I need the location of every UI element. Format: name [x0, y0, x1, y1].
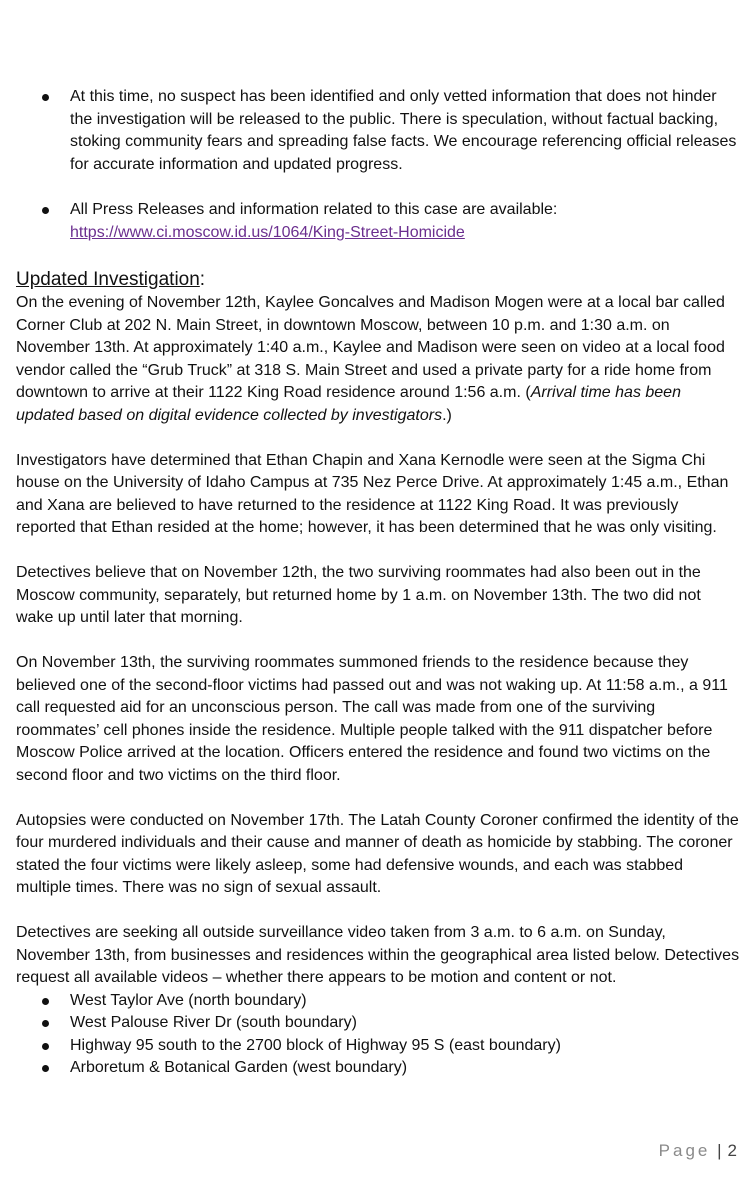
- paragraph: [16, 450, 742, 540]
- list-item: [16, 1012, 742, 1035]
- press-releases-link[interactable]: https://www.ci.moscow.id.us/1064/King-Street-Homicide: [70, 223, 465, 241]
- boundary-text: Arboretum & Botanical Garden (west boundary): [70, 1059, 408, 1076]
- paragraph: [16, 810, 742, 900]
- page-number: 2: [727, 1141, 737, 1160]
- section-heading: [16, 268, 742, 292]
- paragraph: [16, 292, 742, 427]
- boundary-text: West Taylor Ave (north boundary): [70, 991, 307, 1009]
- section-title: Updated Investigation: [16, 269, 200, 290]
- paragraph-text: On the evening of November 12th, Kaylee Goncalves and Madison Mogen were at a local bar called Corner Club at 202 N. Main Street, in downtown Moscow, between 10 p.m. and 1:30 a.m. on November 13th. At approximately 1:40 a.m., Kaylee and Madison were seen on video at a local food vendor called the “Grub Truck” at 318 S. Main Street and used a private party for a ride home from downtown to arrive at their 1122 King Road residence around 1:56 a.m.: [16, 294, 725, 401]
- bullet-text: At this time, no suspect has been identified and only vetted information that does not hinder the investigation will be released to the public. There is speculation, without factual backing, stoking community fears and spreading false facts. We encourage referencing official releases for accurate information and updated progress.: [70, 88, 737, 173]
- list-item: [16, 1035, 742, 1058]
- page-label: Page: [658, 1141, 711, 1160]
- boundary-text: Highway 95 south to the 2700 block of Highway 95 S (east boundary): [70, 1036, 561, 1054]
- bullet-text: All Press Releases and information related to this case are available:: [70, 201, 558, 218]
- note-open: (: [525, 384, 531, 401]
- list-item: [16, 199, 742, 244]
- boundary-text: West Palouse River Dr (south boundary): [70, 1014, 357, 1031]
- paragraph-text: Detectives believe that on November 12th, the two surviving roommates had also been out in the Moscow community, separately, but returned home by 1 a.m. on November 13th. The two did not wake up until later that morning.: [16, 564, 701, 626]
- list-item: [16, 1057, 742, 1080]
- note-close: .): [442, 406, 452, 424]
- paragraph-text: Detectives are seeking all outside surveillance video taken from 3 a.m. to 6 a.m. on Sunday, November 13th, from businesses and residences within the geographical area listed below. Detectives request all available videos – whether there appears to be motion and content or not.: [16, 924, 740, 986]
- paragraph: [16, 562, 742, 630]
- paragraph-text: On November 13th, the surviving roommates summoned friends to the residence because they believed one of the second-floor victims had passed out and was not waking up. At 11:58 a.m., a 911 call requested aid for an unconscious person. The call was made from one of the surviving roommates’ cell phones inside the residence. Multiple people talked with the 911 dispatcher before Moscow Police arrived at the location. Officers entered the residence and found two victims on the second floor and two victims on the third floor.: [16, 654, 728, 784]
- intro-bullet-list: [16, 86, 742, 244]
- footer-separator: |: [717, 1141, 722, 1160]
- paragraph-text: Autopsies were conducted on November 17th. The Latah County Coroner confirmed the identity of the four murdered individuals and their cause and manner of death as homicide by stabbing. The coroner stated the four victims were likely asleep, some had defensive wounds, and each was stabbed multiple times. There was no sign of sexual assault.: [16, 811, 739, 896]
- list-item: [16, 990, 742, 1013]
- document-page: [16, 86, 742, 1080]
- arrival-time-note: Arrival time has been updated based on digital evidence collected by investigators: [16, 384, 681, 424]
- section-title-colon: :: [199, 269, 206, 290]
- paragraph-text: Investigators have determined that Ethan Chapin and Xana Kernodle were seen at the Sigma Chi house on the University of Idaho Campus at 735 Nez Perce Drive. At approximately 1:45 a.m., Ethan and Xana are believed to have returned to the residence at 1122 King Road. It was previously reported that Ethan resided at the home; however, it has been determined that he was only visiting.: [16, 451, 729, 536]
- boundary-list: [16, 990, 742, 1080]
- page-footer: [659, 1141, 737, 1161]
- paragraph: [16, 922, 742, 990]
- paragraph: [16, 652, 742, 787]
- list-item: [16, 86, 742, 176]
